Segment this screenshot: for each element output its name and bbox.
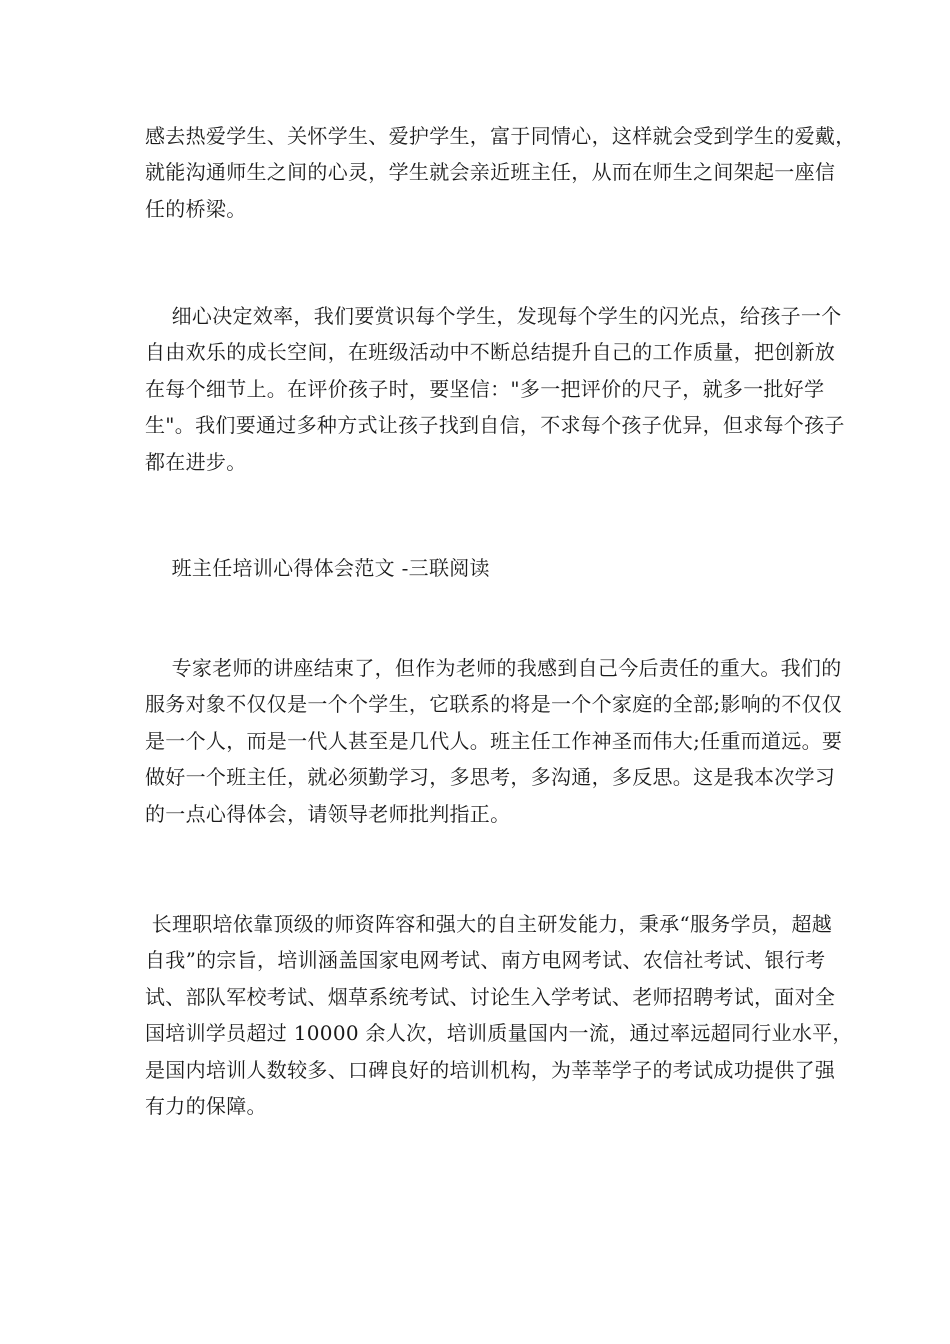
text-line: 是一个人，而是一代人甚至是几代人。班主任工作神圣而伟大;任重而道远。要 bbox=[145, 728, 843, 753]
text-line: 细心决定效率，我们要赏识每个学生，发现每个学生的闪光点，给孩子一个 bbox=[145, 304, 842, 328]
heading-line: 班主任培训心得体会范文 -三联阅读 bbox=[145, 556, 490, 580]
text-line: 的一点心得体会，请领导老师批判指正。 bbox=[145, 801, 511, 826]
text-line: 自由欢乐的成长空间，在班级活动中不断总结提升自己的工作质量，把创新放 bbox=[145, 340, 836, 365]
text-line: 就能沟通师生之间的心灵，学生就会亲近班主任，从而在师生之间架起一座信 bbox=[145, 160, 836, 185]
text-line: 生"。我们要通过多种方式让孩子找到自信，不求每个孩子优异，但求每个孩子 bbox=[145, 413, 845, 438]
paragraph-training-institution bbox=[145, 906, 853, 1124]
section-heading bbox=[145, 550, 813, 586]
text-line: 试、部队军校考试、烟草系统考试、讨论生入学考试、老师招聘考试，面对全 bbox=[145, 984, 836, 1009]
text-line: 任的桥梁。 bbox=[145, 196, 247, 221]
text-line: 服务对象不仅仅是一个个学生，它联系的将是一个个家庭的全部;影响的不仅仅 bbox=[145, 692, 843, 717]
text-line: 是国内培训人数较多、口碑良好的培训机构，为莘莘学子的考试成功提供了强 bbox=[145, 1057, 836, 1082]
text-line: 都在进步。 bbox=[145, 449, 247, 474]
text-line: 国培训学员超过 10000 余人次，培训质量国内一流，通过率远超同行业水平， bbox=[145, 1021, 853, 1046]
paragraph-attention-to-detail bbox=[145, 298, 845, 480]
text-line: 自我”的宗旨，培训涵盖国家电网考试、南方电网考试、农信社考试、银行考 bbox=[145, 948, 826, 973]
text-line: 长理职培依靠顶级的师资阵容和强大的自主研发能力，秉承“服务学员，超越 bbox=[145, 912, 833, 936]
text-line: 感去热爱学生、关怀学生、爱护学生，富于同情心，这样就会受到学生的爱戴， bbox=[145, 124, 856, 148]
text-line: 有力的保障。 bbox=[145, 1094, 267, 1119]
text-line: 做好一个班主任，就必须勤学习，多思考，多沟通，多反思。这是我本次学习 bbox=[145, 765, 836, 790]
paragraph-care-students bbox=[145, 118, 856, 227]
paragraph-lecture-reflection bbox=[145, 650, 843, 832]
text-line: 专家老师的讲座结束了，但作为老师的我感到自己今后责任的重大。我们的 bbox=[145, 656, 842, 680]
text-line: 在每个细节上。在评价孩子时，要坚信："多一把评价的尺子，就多一批好学 bbox=[145, 376, 825, 401]
